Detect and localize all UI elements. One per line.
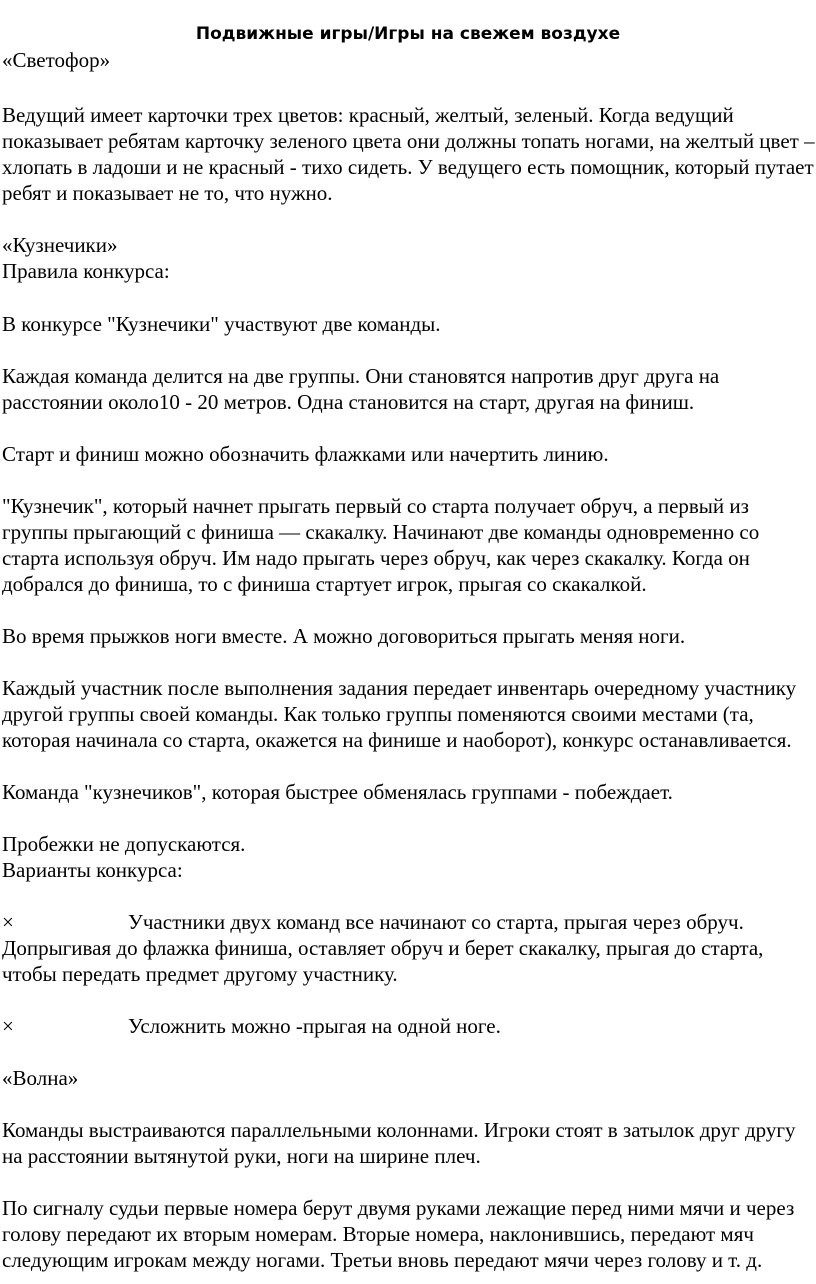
paragraph-line: ребят и показывает не то, что нужно. <box>2 181 333 205</box>
paragraph-line: Допрыгивая до флажка финиша, оставляет обруч и берет скакалку, прыгая до старта, <box>2 936 764 960</box>
paragraph-line: показывает ребятам карточку зеленого цвета они должны топать ногами, на желтый цвет – <box>2 129 815 153</box>
paragraph-line: Каждая команда делится на две группы. Они становятся напротив друг друга на <box>2 364 720 388</box>
paragraph-line: группы прыгающий с финиша — скакалку. Начинают две команды одновременно со <box>2 520 760 544</box>
heading-kuznechiki: «Кузнечики» <box>2 233 118 257</box>
paragraph-line: чтобы передать предмет другому участнику. <box>2 962 398 986</box>
bullet-item-text: Участники двух команд все начинают со старта, прыгая через обруч. <box>128 910 744 934</box>
paragraph-line: следующим игрокам между ногами. Третьи вновь передают мячи через голову и т. д. <box>2 1248 763 1272</box>
paragraph-line: на расстоянии вытянутой руки, ноги на ширине плеч. <box>2 1144 481 1168</box>
bullet-item-text: Усложнить можно -прыгая на одной ноге. <box>128 1014 501 1038</box>
paragraph-line: добрался до финиша, то с финиша стартует игрок, прыгая со скакалкой. <box>2 572 647 596</box>
heading-svetofor: «Светофор» <box>2 48 111 72</box>
paragraph-line: другой группы своей команды. Как только группы поменяются своими местами (та, <box>2 702 754 726</box>
paragraph-line: "Кузнечик", который начнет прыгать первый со старта получает обруч, а первый из <box>2 494 749 518</box>
paragraph-line: Старт и финиш можно обозначить флажками или начертить линию. <box>2 442 609 466</box>
paragraph-line: хлопать в ладоши и не красный - тихо сидеть. У ведущего есть помощник, который путает <box>2 155 814 179</box>
paragraph-line: По сигналу судьи первые номера берут двумя руками лежащие перед ними мячи и через <box>2 1196 795 1220</box>
document-title: Подвижные игры/Игры на свежем воздухе <box>195 24 621 44</box>
bullet-marker: × <box>2 910 14 934</box>
paragraph-line: В конкурсе "Кузнечики" участвуют две команды. <box>2 312 441 336</box>
paragraph-line: Правила конкурса: <box>2 259 170 283</box>
paragraph-line: Пробежки не допускаются. <box>2 832 246 856</box>
paragraph-line: Ведущий имеет карточки трех цветов: красный, желтый, зеленый. Когда ведущий <box>2 103 734 127</box>
paragraph-line: которая начинала со старта, окажется на финише и наоборот), конкурс останавливается. <box>2 728 792 752</box>
paragraph-line: старта используя обруч. Им надо прыгать через обруч, как через скакалку. Когда он <box>2 546 750 570</box>
bullet-marker: × <box>2 1014 14 1038</box>
paragraph-line: Каждый участник после выполнения задания передает инвентарь очередному участнику <box>2 676 797 700</box>
paragraph-line: Команда "кузнечиков", которая быстрее обменялась группами - побеждает. <box>2 780 673 804</box>
paragraph-line: Команды выстраиваются параллельными колоннами. Игроки стоят в затылок друг другу <box>2 1118 796 1142</box>
paragraph-line: голову передают их вторым номерам. Вторые номера, наклонившись, передают мяч <box>2 1222 754 1246</box>
heading-volna: «Волна» <box>2 1066 79 1090</box>
paragraph-line: расстоянии около10 - 20 метров. Одна становится на старт, другая на финиш. <box>2 390 695 414</box>
paragraph-line: Варианты конкурса: <box>2 858 183 882</box>
paragraph-line: Во время прыжков ноги вместе. А можно договориться прыгать меняя ноги. <box>2 624 686 648</box>
